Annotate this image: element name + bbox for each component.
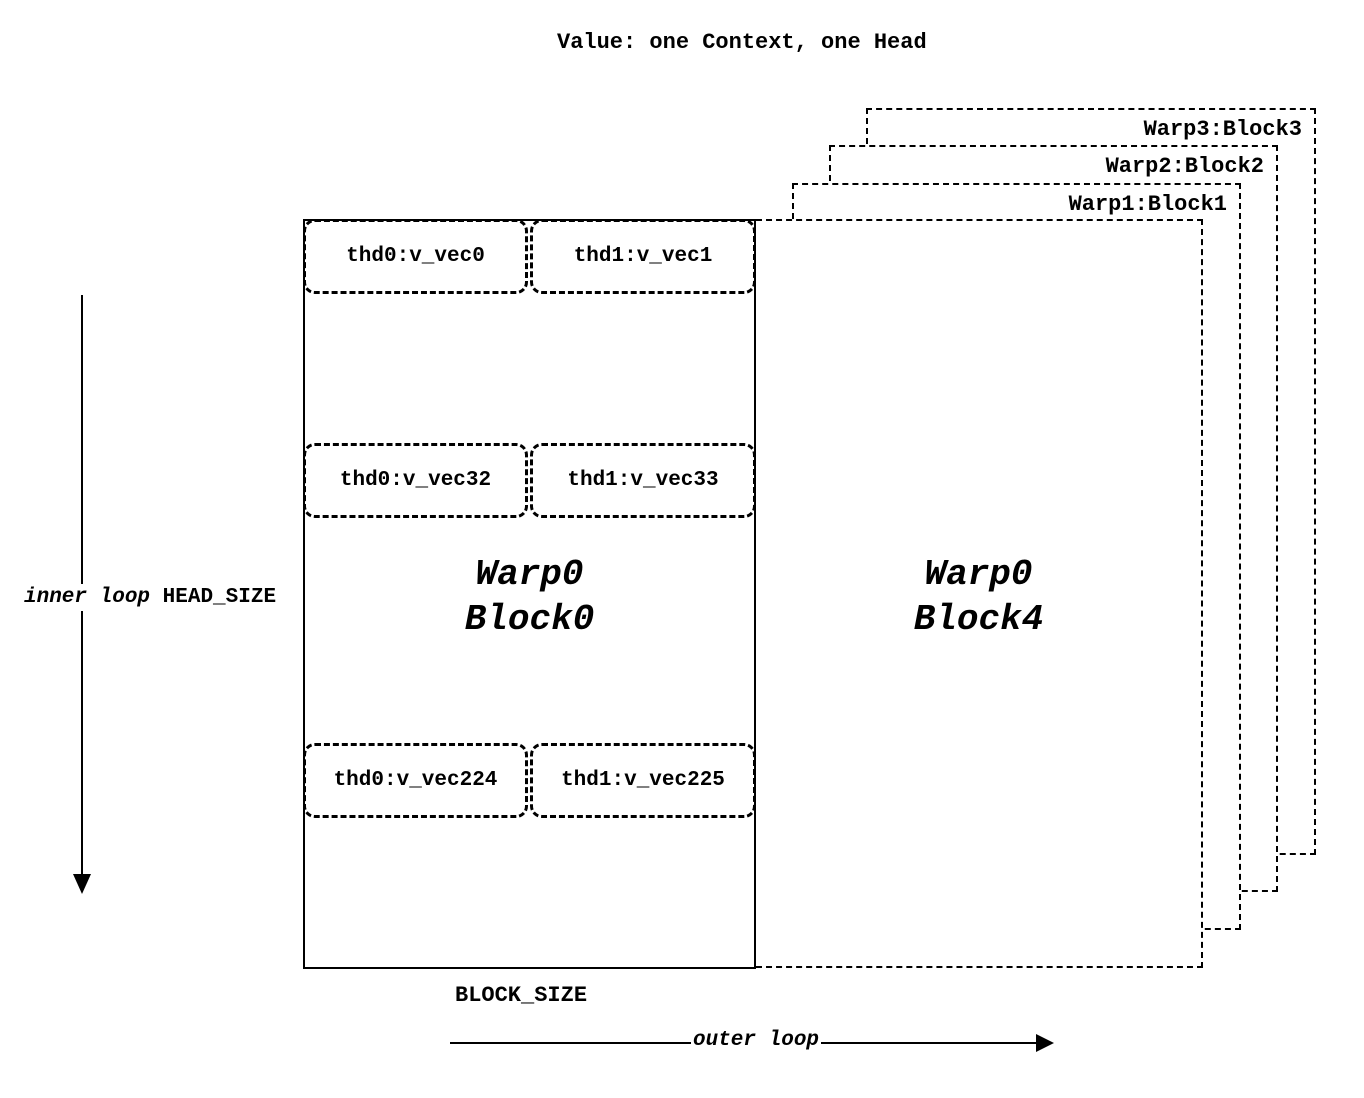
thread-cell: thd1:v_vec225 — [530, 743, 756, 818]
thread-cell: thd0:v_vec224 — [303, 743, 528, 818]
warp0-block0-block-line: Block0 — [464, 599, 595, 640]
warp0-block0-warp-line: Warp0 — [475, 554, 584, 595]
thread-cell: thd1:v_vec33 — [530, 443, 756, 518]
panel-warp3-block3-label: Warp3:Block3 — [1143, 117, 1302, 142]
thread-cell: thd0:v_vec32 — [303, 443, 528, 518]
thread-cell: thd1:v_vec1 — [530, 219, 756, 294]
panel-warp0-block0 — [303, 219, 756, 969]
outer-loop-label: outer loop — [693, 1029, 820, 1052]
inner-loop-label — [20, 584, 280, 611]
panel-warp0-block4 — [756, 219, 1203, 968]
head-size-text: HEAD_SIZE — [162, 586, 277, 609]
warp0-block4-label — [756, 552, 1201, 642]
warp0-block4-warp-line: Warp0 — [924, 554, 1033, 595]
block-size-label: BLOCK_SIZE — [455, 983, 588, 1008]
warp0-block4-block-line: Block4 — [913, 599, 1044, 640]
panel-warp2-block2-label: Warp2:Block2 — [1105, 154, 1264, 179]
arrowhead-down-icon — [73, 874, 91, 894]
arrowhead-right-icon — [1036, 1034, 1054, 1052]
thread-cell: thd0:v_vec0 — [303, 219, 528, 294]
warp0-block0-label — [305, 552, 754, 642]
diagram-title: Value: one Context, one Head — [557, 30, 927, 55]
panel-warp1-block1-label: Warp1:Block1 — [1068, 192, 1227, 217]
inner-loop-text: inner loop — [24, 586, 151, 609]
